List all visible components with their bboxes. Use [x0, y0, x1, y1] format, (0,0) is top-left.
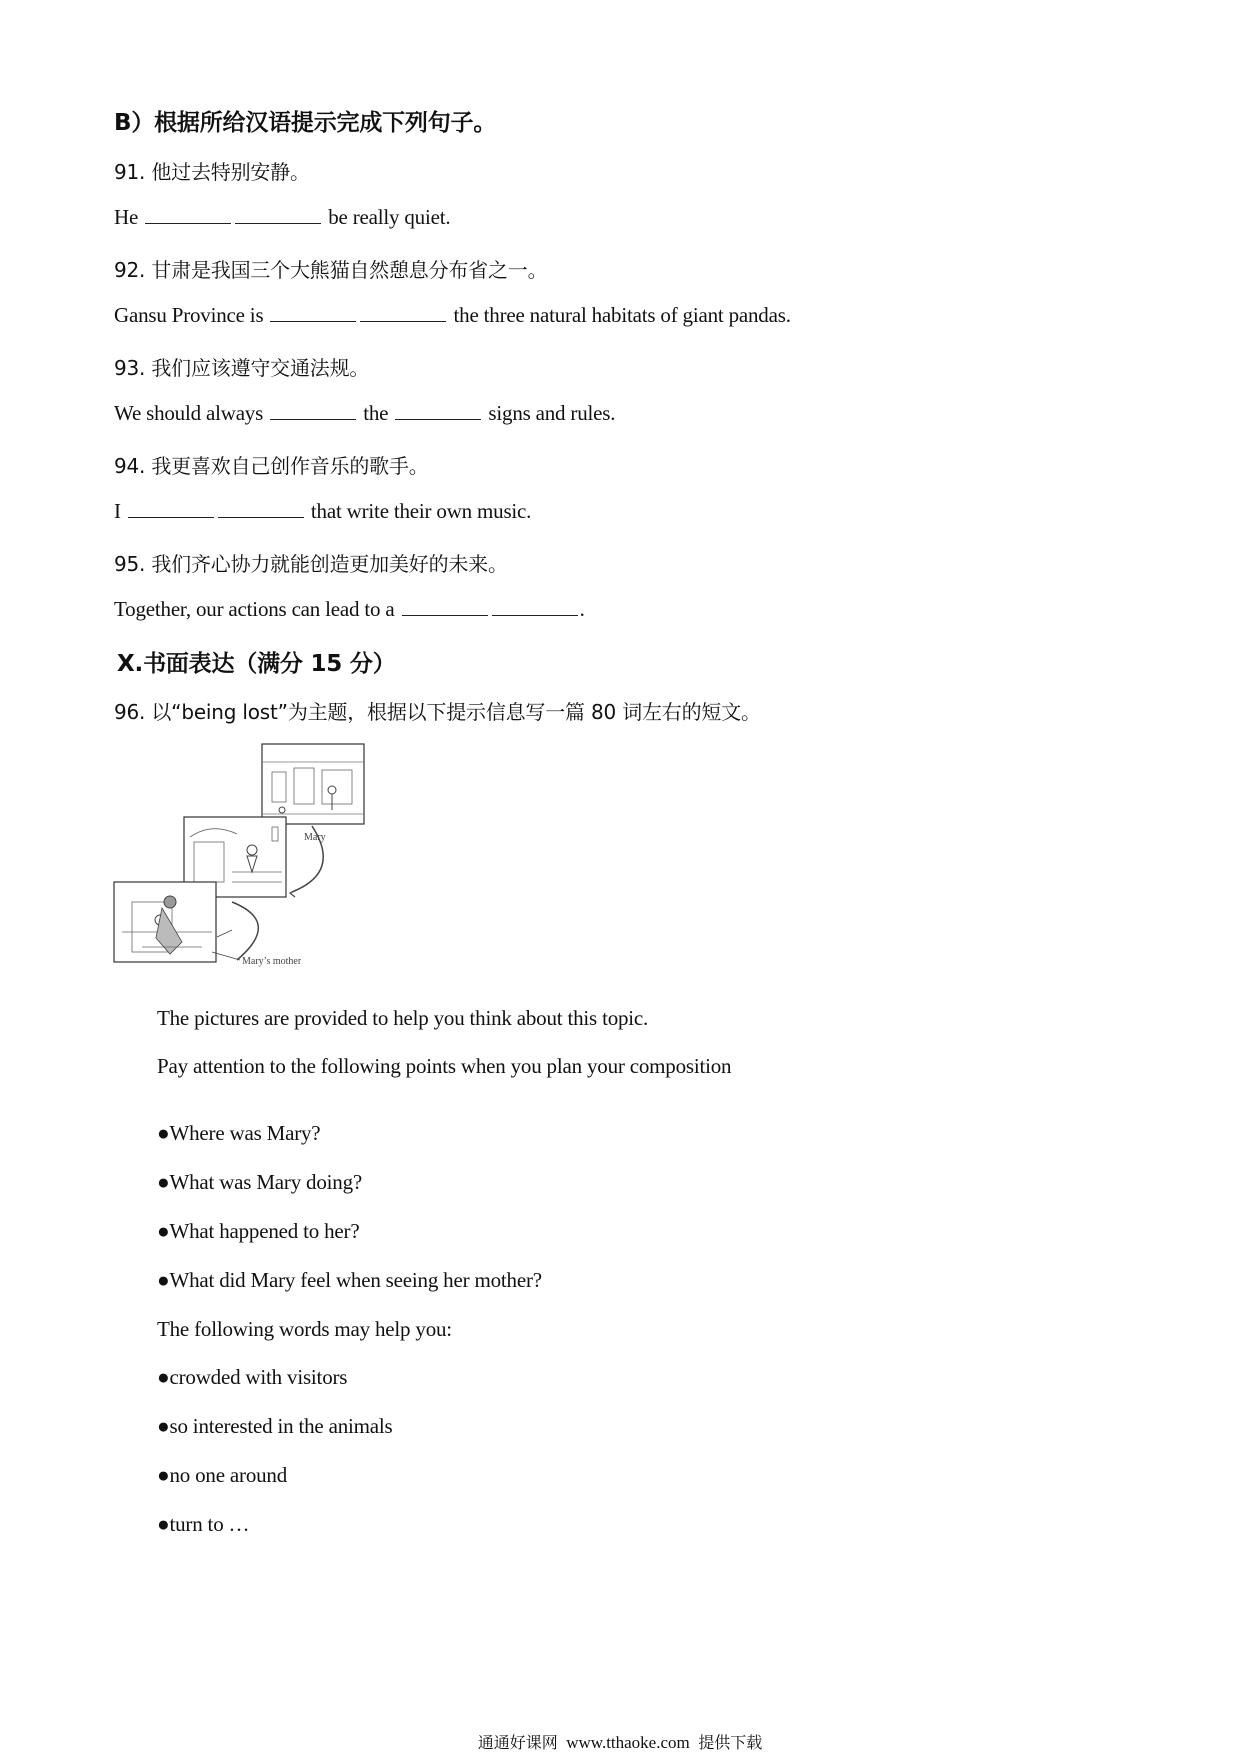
footer-site-name: 通通好课网 — [477, 1733, 558, 1752]
sentence-middle: the — [363, 401, 389, 425]
question-91-chinese: 91. 他过去特别安静。 — [114, 160, 310, 184]
instruction-attention: Pay attention to the following points when you plan your composition — [157, 1054, 732, 1078]
sentence-start: He — [114, 205, 139, 229]
section-b-heading: B）根据所给汉语提示完成下列句子。 — [114, 110, 497, 136]
answer-blank[interactable] — [235, 209, 321, 224]
answer-blank[interactable] — [395, 405, 481, 420]
words-intro: The following words may help you: — [157, 1317, 452, 1341]
page-footer — [0, 1730, 1240, 1753]
sentence-end: . — [579, 597, 585, 621]
point-item: ●Where was Mary? — [157, 1121, 321, 1145]
question-95-chinese: 95. 我们齐心协力就能创造更加美好的未来。 — [114, 552, 508, 576]
word-item: ●no one around — [157, 1463, 288, 1487]
sentence-start: I — [114, 499, 121, 523]
question-94-chinese: 94. 我更喜欢自己创作音乐的歌手。 — [114, 454, 429, 478]
panel-bottom — [114, 882, 216, 962]
sentence-end: that write their own music. — [310, 499, 532, 523]
answer-blank[interactable] — [218, 503, 304, 518]
answer-blank[interactable] — [492, 601, 578, 616]
question-92-chinese: 92. 甘肃是我国三个大熊猫自然憩息分布省之一。 — [114, 258, 548, 282]
instruction-intro: The pictures are provided to help you think about this topic. — [157, 1006, 649, 1030]
question-91-sentence — [114, 205, 450, 230]
point-item: ●What happened to her? — [157, 1219, 360, 1243]
answer-blank[interactable] — [128, 503, 214, 518]
word-item: ●so interested in the animals — [157, 1414, 393, 1438]
sentence-end: the three natural habitats of giant pandas. — [453, 303, 791, 327]
panel-top — [262, 744, 364, 824]
pointer-line — [217, 930, 232, 937]
arrow-middle-to-bottom — [232, 902, 258, 960]
question-95-sentence — [114, 597, 585, 622]
answer-blank[interactable] — [145, 209, 231, 224]
question-93-chinese: 93. 我们应该遵守交通法规。 — [114, 356, 370, 380]
footer-download-text: 提供下载 — [698, 1733, 763, 1752]
question-92-sentence — [114, 303, 791, 328]
sentence-start: We should always — [114, 401, 264, 425]
answer-blank[interactable] — [360, 307, 446, 322]
answer-blank[interactable] — [402, 601, 488, 616]
section-x-heading: X.书面表达（满分 15 分） — [117, 651, 396, 677]
comic-illustration — [112, 742, 368, 974]
sentence-end: be really quiet. — [328, 205, 451, 229]
sentence-start: Gansu Province is — [114, 303, 264, 327]
sentence-start: Together, our actions can lead to a — [114, 597, 395, 621]
point-item: ●What was Mary doing? — [157, 1170, 363, 1194]
label-marys-mother: Mary’s mother — [242, 956, 302, 967]
word-item: ●turn to … — [157, 1512, 250, 1536]
point-item: ●What did Mary feel when seeing her mother? — [157, 1268, 542, 1292]
question-94-sentence — [114, 499, 531, 524]
label-mary: Mary — [304, 832, 326, 843]
question-93-sentence — [114, 401, 615, 426]
answer-blank[interactable] — [270, 405, 356, 420]
sentence-end: signs and rules. — [488, 401, 616, 425]
word-item: ●crowded with visitors — [157, 1365, 348, 1389]
footer-url[interactable]: www.tthaoke.com — [566, 1733, 690, 1752]
question-96-prompt: 96. 以“being lost”为主题，根据以下提示信息写一篇 80 词左右的短文。 — [114, 700, 761, 724]
answer-blank[interactable] — [270, 307, 356, 322]
